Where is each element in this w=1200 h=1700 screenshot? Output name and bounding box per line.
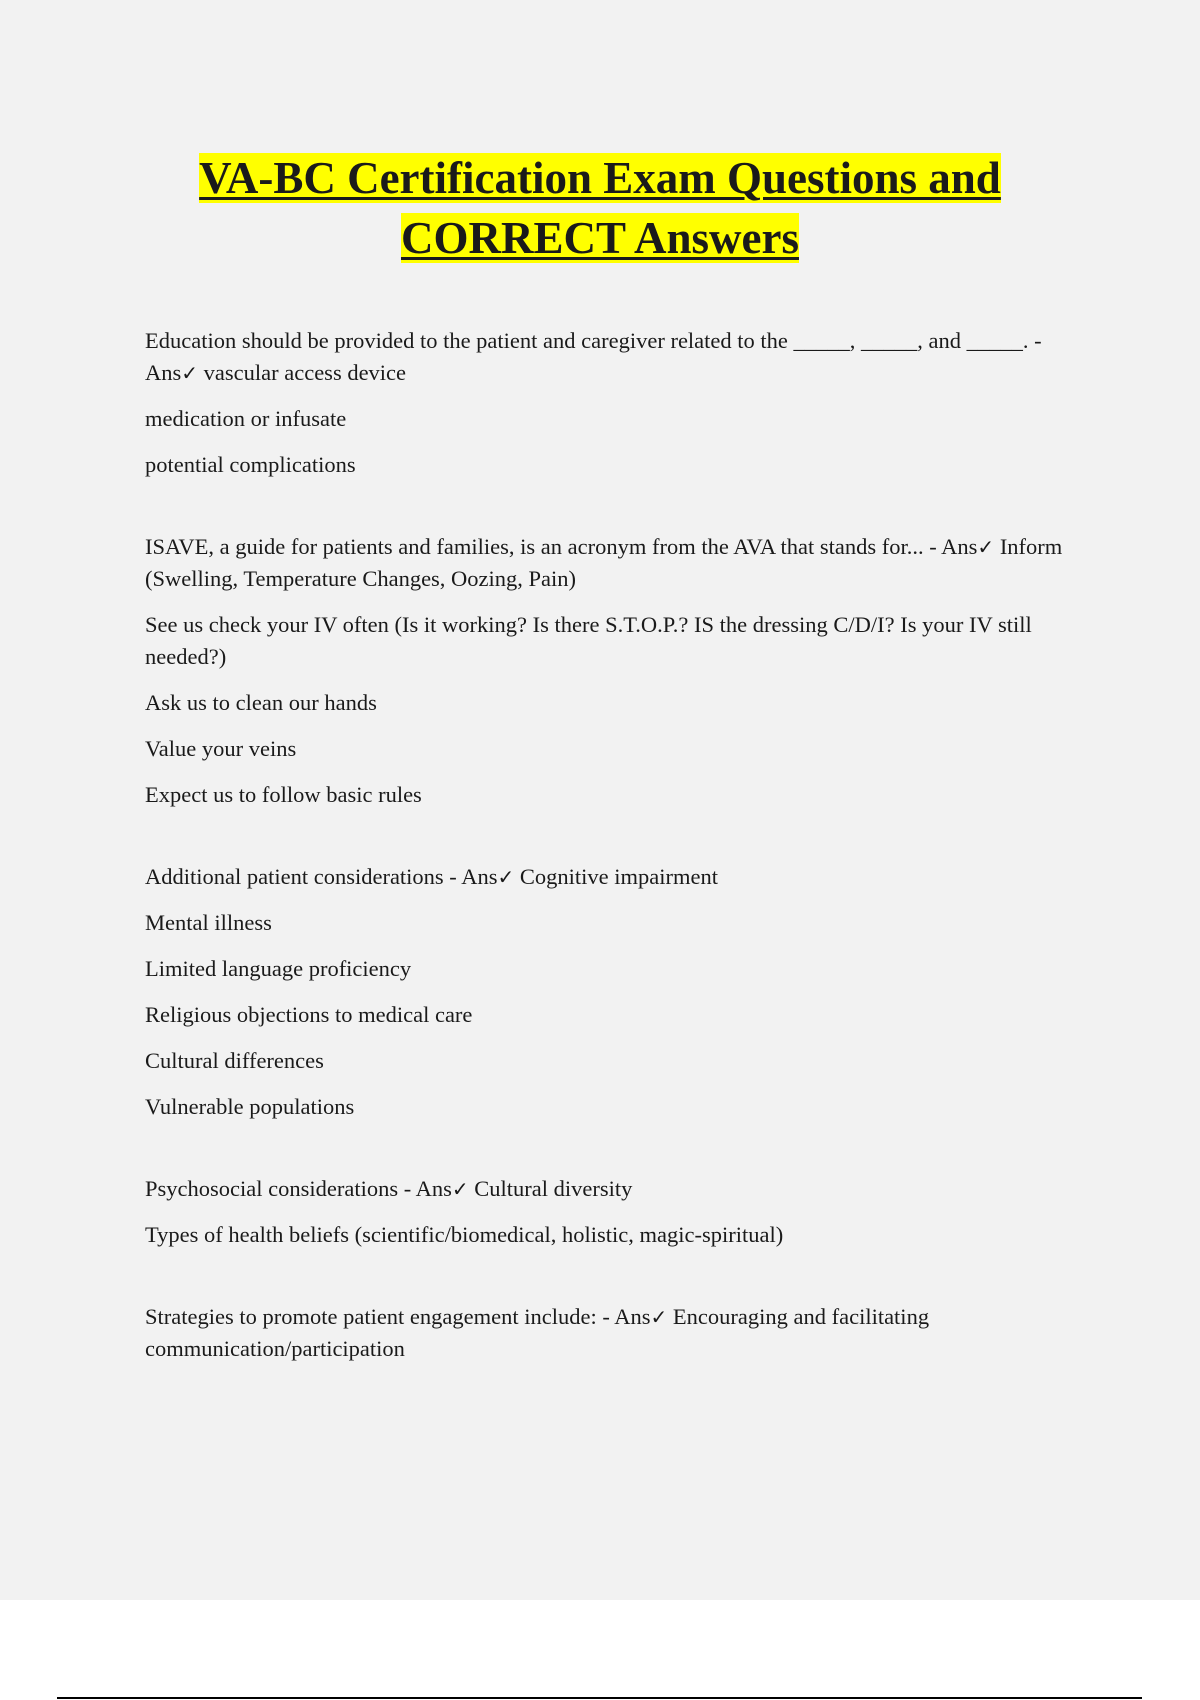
- check-icon: ✓: [977, 535, 995, 559]
- title-line-1: VA-BC Certification Exam Questions and: [199, 153, 1001, 203]
- qa-answer-line: See us check your IV often (Is it working? Is there S.T.O.P.? IS the dressing C/D/I? Is your IV still needed?): [145, 612, 1032, 669]
- qa-answer-line: Types of health beliefs (scientific/biomedical, holistic, magic-spiritual): [145, 1222, 784, 1247]
- qa-item: [145, 1301, 1065, 1365]
- check-icon: ✓: [497, 865, 515, 889]
- qa-list: [145, 325, 1065, 1415]
- qa-question: Additional patient considerations - Ans✓ Cognitive impairment: [145, 864, 718, 889]
- title-line-2: CORRECT Answers: [401, 213, 799, 263]
- qa-item: [145, 861, 1065, 1123]
- qa-item: [145, 325, 1065, 481]
- qa-item: [145, 531, 1065, 811]
- qa-question: Strategies to promote patient engagement include: - Ans✓ Encouraging and facilitating communication/participation: [145, 1304, 930, 1361]
- qa-question: Education should be provided to the patient and caregiver related to the _____, _____, and _____. - Ans✓ vascular access device: [145, 328, 1042, 385]
- qa-answer-line: Limited language proficiency: [145, 956, 412, 981]
- check-icon: ✓: [650, 1305, 668, 1329]
- qa-answer-line: Vulnerable populations: [145, 1094, 355, 1119]
- qa-answer-line: Cultural differences: [145, 1048, 324, 1073]
- qa-question: ISAVE, a guide for patients and families, is an acronym from the AVA that stands for... - Ans✓ Inform (Swelling, Temperature Changes, Oozing, Pain): [145, 534, 1063, 591]
- qa-answer-line: medication or infusate: [145, 406, 347, 431]
- check-icon: ✓: [451, 1177, 469, 1201]
- qa-answer-line: Expect us to follow basic rules: [145, 782, 422, 807]
- qa-answer-line: Ask us to clean our hands: [145, 690, 377, 715]
- document-title: [0, 148, 1200, 268]
- qa-item: [145, 1173, 1065, 1251]
- check-icon: ✓: [181, 361, 199, 385]
- qa-question: Psychosocial considerations - Ans✓ Cultural diversity: [145, 1176, 633, 1201]
- qa-answer-line: Value your veins: [145, 736, 297, 761]
- footer-divider: [57, 1697, 1142, 1699]
- qa-answer-line: Mental illness: [145, 910, 272, 935]
- qa-answer-line: potential complications: [145, 452, 356, 477]
- qa-answer-line: Religious objections to medical care: [145, 1002, 473, 1027]
